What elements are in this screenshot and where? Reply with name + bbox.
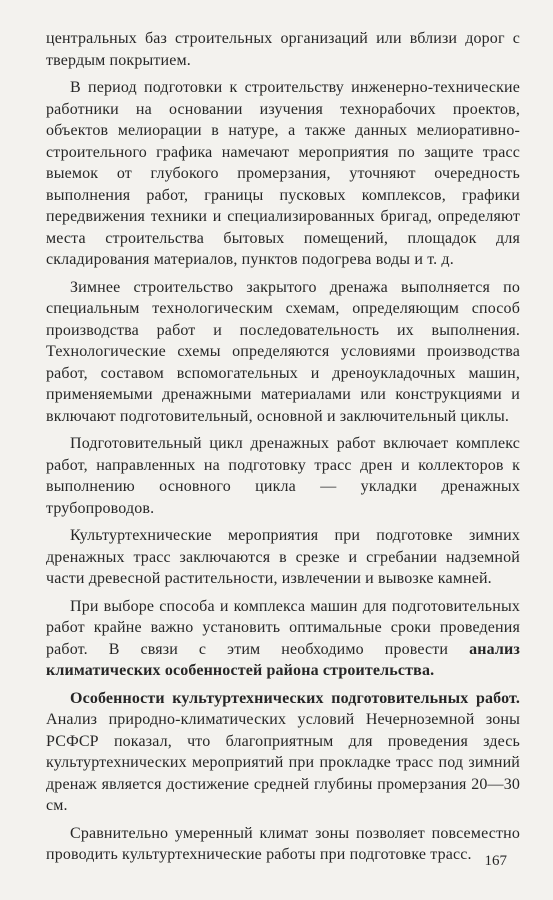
page-number: 167 — [484, 853, 507, 869]
page-body — [46, 28, 520, 872]
paragraph-2: В период подготовки к строительству инженерно-технические работники на основании изучения технорабочих проектов, объектов мелиорации в натуре, а также данных мелиоративно-строительного графика намечают мероприятия по защите трасс выемок от глубокого промерзания, уточняют очередность выполнения работ, границы пусковых комплексов, графики передвижения техники и специализированных бригад, определяют места строительства бытовых помещений, площадок для складирования материалов, пунктов подогрева воды и т. д. — [46, 79, 520, 268]
paragraph-7-text: Анализ природно-климатических условий Нечерноземной зоны РСФСР показал, что благоприятным для проведения здесь культуртехнических мероприятий при прокладке трасс под зимний дренаж является достижение средней глубины промерзания 20—30 см. — [46, 711, 520, 814]
paragraph-8: Сравнительно умеренный климат зоны позволяет повсеместно проводить культуртехнические работы при подготовке трасс. — [46, 824, 520, 863]
paragraph-6-text: При выборе способа и комплекса машин для подготовительных работ крайне важно установить оптимальные сроки проведения работ. В связи с этим необходимо провести — [46, 597, 520, 658]
section-heading: Особенности культуртехнических подготовительных работ. — [70, 689, 520, 707]
paragraph-4: Подготовительный цикл дренажных работ включает комплекс работ, направленных на подготовку трасс дрен и коллекторов к выполнению основного цикла — укладки дренажных трубопроводов. — [46, 435, 520, 517]
paragraph-1: центральных баз строительных организаций или вблизи дорог с твердым покрытием. — [46, 30, 520, 69]
paragraph-7 — [46, 688, 520, 817]
paragraph-5: Культуртехнические мероприятия при подготовке зимних дренажных трасс заключаются в срезке и сгребании надземной части древесной растительности, извлечении и вывозке камней. — [46, 527, 520, 587]
paragraph-3: Зимнее строительство закрытого дренажа выполняется по специальным технологическим схемам, определяющим способ производства работ и последовательность их выполнения. Технологические схемы определяются условиями производства работ, составом вспомогательных и дреноукладочных машин, применяемыми дренажными материалами или конструкциями и включают подготовительный, основной и заключительный циклы. — [46, 278, 520, 425]
paragraph-6-emphasis: анализ климатических особенностей района строительства. — [46, 640, 520, 679]
paragraph-6 — [46, 596, 520, 682]
